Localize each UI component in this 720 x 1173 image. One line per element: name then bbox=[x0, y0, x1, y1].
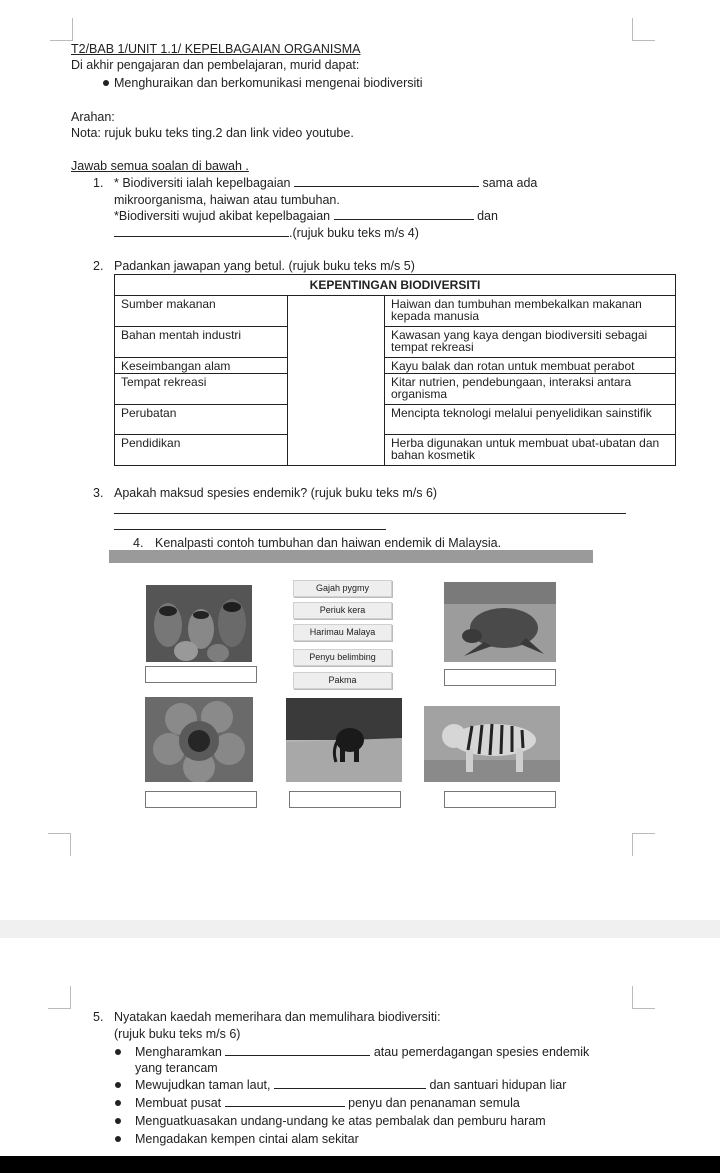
q5-b3-start: Membuat pusat bbox=[135, 1096, 222, 1110]
q1-line-2: mikroorganisma, haiwan atau tumbuhan. bbox=[114, 193, 340, 207]
q1-text-3-start: *Biodiversiti wujud akibat kepelbagaian bbox=[114, 209, 331, 223]
objective-item: Menghuraikan dan berkomunikasi mengenai biodiversiti bbox=[114, 76, 423, 90]
answer-box[interactable] bbox=[444, 669, 556, 686]
q5-text: Nyatakan kaedah memerihara dan memulihara biodiversiti: bbox=[114, 1010, 441, 1024]
q1-blank-1[interactable] bbox=[294, 176, 479, 187]
q3-text: Apakah maksud spesies endemik? (rujuk buku teks m/s 6) bbox=[114, 486, 438, 500]
table-cell-left: Keseimbangan alam bbox=[115, 357, 288, 373]
bullet-icon bbox=[115, 1082, 121, 1088]
answer-box[interactable] bbox=[145, 791, 257, 808]
table-cell-left: Bahan mentah industri bbox=[115, 327, 288, 358]
q1-text-3-end: dan bbox=[477, 209, 498, 223]
objective-intro: Di akhir pengajaran dan pembelajaran, murid dapat: bbox=[71, 58, 360, 72]
table-cell-right: Kayu balak dan rotan untuk membuat perabot bbox=[385, 357, 676, 373]
q5-ref: (rujuk buku teks m/s 6) bbox=[114, 1027, 241, 1041]
table-cell-right: Kawasan yang kaya dengan biodiversiti sebagai tempat rekreasi bbox=[385, 327, 676, 358]
q2-text: Padankan jawapan yang betul. (rujuk buku teks m/s 5) bbox=[114, 259, 415, 273]
q5-blank-2[interactable] bbox=[274, 1078, 426, 1089]
q5-b1-start: Mengharamkan bbox=[135, 1045, 222, 1059]
q3-number: 3. bbox=[93, 486, 104, 500]
q5-b1-end: atau pemerdagangan spesies endemik bbox=[373, 1045, 590, 1059]
table-cell-right: Haiwan dan tumbuhan membekalkan makanan kepada manusia bbox=[385, 296, 676, 327]
table-row bbox=[115, 296, 676, 327]
q4-text: Kenalpasti contoh tumbuhan dan haiwan endemik di Malaysia. bbox=[155, 536, 502, 550]
q4-number: 4. bbox=[133, 536, 144, 550]
q2-number: 2. bbox=[93, 259, 104, 273]
q5-bullet-5: Mengadakan kempen cintai alam sekitar bbox=[135, 1132, 359, 1146]
q5-bullet-4: Menguatkuasakan undang-undang ke atas pembalak dan pemburu haram bbox=[135, 1114, 546, 1128]
bullet-icon bbox=[115, 1100, 121, 1106]
q1-blank-2[interactable] bbox=[334, 209, 474, 220]
table-row bbox=[115, 357, 676, 373]
q1-line-3 bbox=[114, 208, 498, 224]
instruction-text: Jawab semua soalan di bawah . bbox=[71, 159, 249, 173]
answer-line[interactable] bbox=[114, 529, 386, 530]
option-chip[interactable]: Gajah pygmy bbox=[293, 580, 392, 597]
answer-box[interactable] bbox=[289, 791, 401, 808]
option-chip[interactable]: Harimau Malaya bbox=[293, 624, 392, 641]
q5-bullet-1 bbox=[135, 1044, 589, 1060]
page-corner-mark bbox=[632, 18, 655, 41]
option-chip[interactable]: Pakma bbox=[293, 672, 392, 689]
q5-bullet-1-cont: yang terancam bbox=[135, 1061, 218, 1075]
q1-text-end: sama ada bbox=[482, 176, 538, 190]
answer-line[interactable] bbox=[114, 513, 626, 514]
q1-blank-3[interactable] bbox=[114, 226, 289, 237]
option-chip[interactable]: Penyu belimbing bbox=[293, 649, 392, 666]
q5-b3-end: penyu dan penanaman semula bbox=[348, 1096, 520, 1110]
q1-line bbox=[114, 175, 537, 191]
bullet-icon bbox=[115, 1049, 121, 1055]
table-row bbox=[115, 374, 676, 405]
table-row bbox=[115, 404, 676, 435]
table-cell-left: Pendidikan bbox=[115, 435, 288, 466]
page-corner-mark bbox=[632, 986, 655, 1009]
table-cell-right: Mencipta teknologi melalui penyelidikan sainstifik bbox=[385, 404, 676, 435]
table-title: KEPENTINGAN BIODIVERSITI bbox=[115, 275, 676, 296]
page-corner-mark bbox=[48, 833, 71, 856]
q5-bullet-2 bbox=[135, 1077, 566, 1093]
page-corner-mark bbox=[48, 986, 71, 1009]
grey-banner bbox=[109, 550, 593, 563]
q5-b2-start: Mewujudkan taman laut, bbox=[135, 1078, 271, 1092]
table-cell-right: Herba digunakan untuk membuat ubat-ubatan dan bahan kosmetik bbox=[385, 435, 676, 466]
table-row bbox=[115, 435, 676, 466]
table-cell-right: Kitar nutrien, pendebungaan, interaksi antara organisma bbox=[385, 374, 676, 405]
page-corner-mark bbox=[632, 833, 655, 856]
q5-number: 5. bbox=[93, 1010, 104, 1024]
bullet-icon bbox=[103, 80, 109, 86]
bullet-icon bbox=[115, 1118, 121, 1124]
q5-blank-3[interactable] bbox=[225, 1096, 345, 1107]
option-chip[interactable]: Periuk kera bbox=[293, 602, 392, 619]
table-cell-left: Perubatan bbox=[115, 404, 288, 435]
pitcher-plant-image bbox=[146, 585, 252, 662]
q5-blank-1[interactable] bbox=[225, 1045, 370, 1056]
q1-text-start: * Biodiversiti ialah kepelbagaian bbox=[114, 176, 291, 190]
page-corner-mark bbox=[50, 18, 73, 41]
turtle-image bbox=[444, 582, 556, 662]
table-cell-left: Sumber makanan bbox=[115, 296, 288, 327]
table-cell-left: Tempat rekreasi bbox=[115, 374, 288, 405]
table-row bbox=[115, 327, 676, 358]
page-title: T2/BAB 1/UNIT 1.1/ KEPELBAGAIAN ORGANISMA bbox=[71, 42, 361, 56]
tiger-image bbox=[424, 706, 560, 782]
arahan-label: Arahan: bbox=[71, 110, 115, 124]
answer-box[interactable] bbox=[145, 666, 257, 683]
q1-text-4: .(rujuk buku teks m/s 4) bbox=[289, 226, 419, 240]
rafflesia-image bbox=[145, 697, 253, 782]
q5-bullet-3 bbox=[135, 1095, 520, 1111]
matching-table bbox=[114, 274, 676, 466]
elephant-image bbox=[286, 698, 402, 782]
nota-text: Nota: rujuk buku teks ting.2 dan link video youtube. bbox=[71, 126, 354, 140]
q1-line-4 bbox=[114, 225, 419, 241]
q1-number: 1. bbox=[93, 176, 104, 190]
matching-space[interactable] bbox=[288, 296, 385, 466]
bullet-icon bbox=[115, 1136, 121, 1142]
q5-b2-end: dan santuari hidupan liar bbox=[429, 1078, 567, 1092]
page-break bbox=[0, 920, 720, 938]
bottom-bar bbox=[0, 1156, 720, 1173]
answer-box[interactable] bbox=[444, 791, 556, 808]
